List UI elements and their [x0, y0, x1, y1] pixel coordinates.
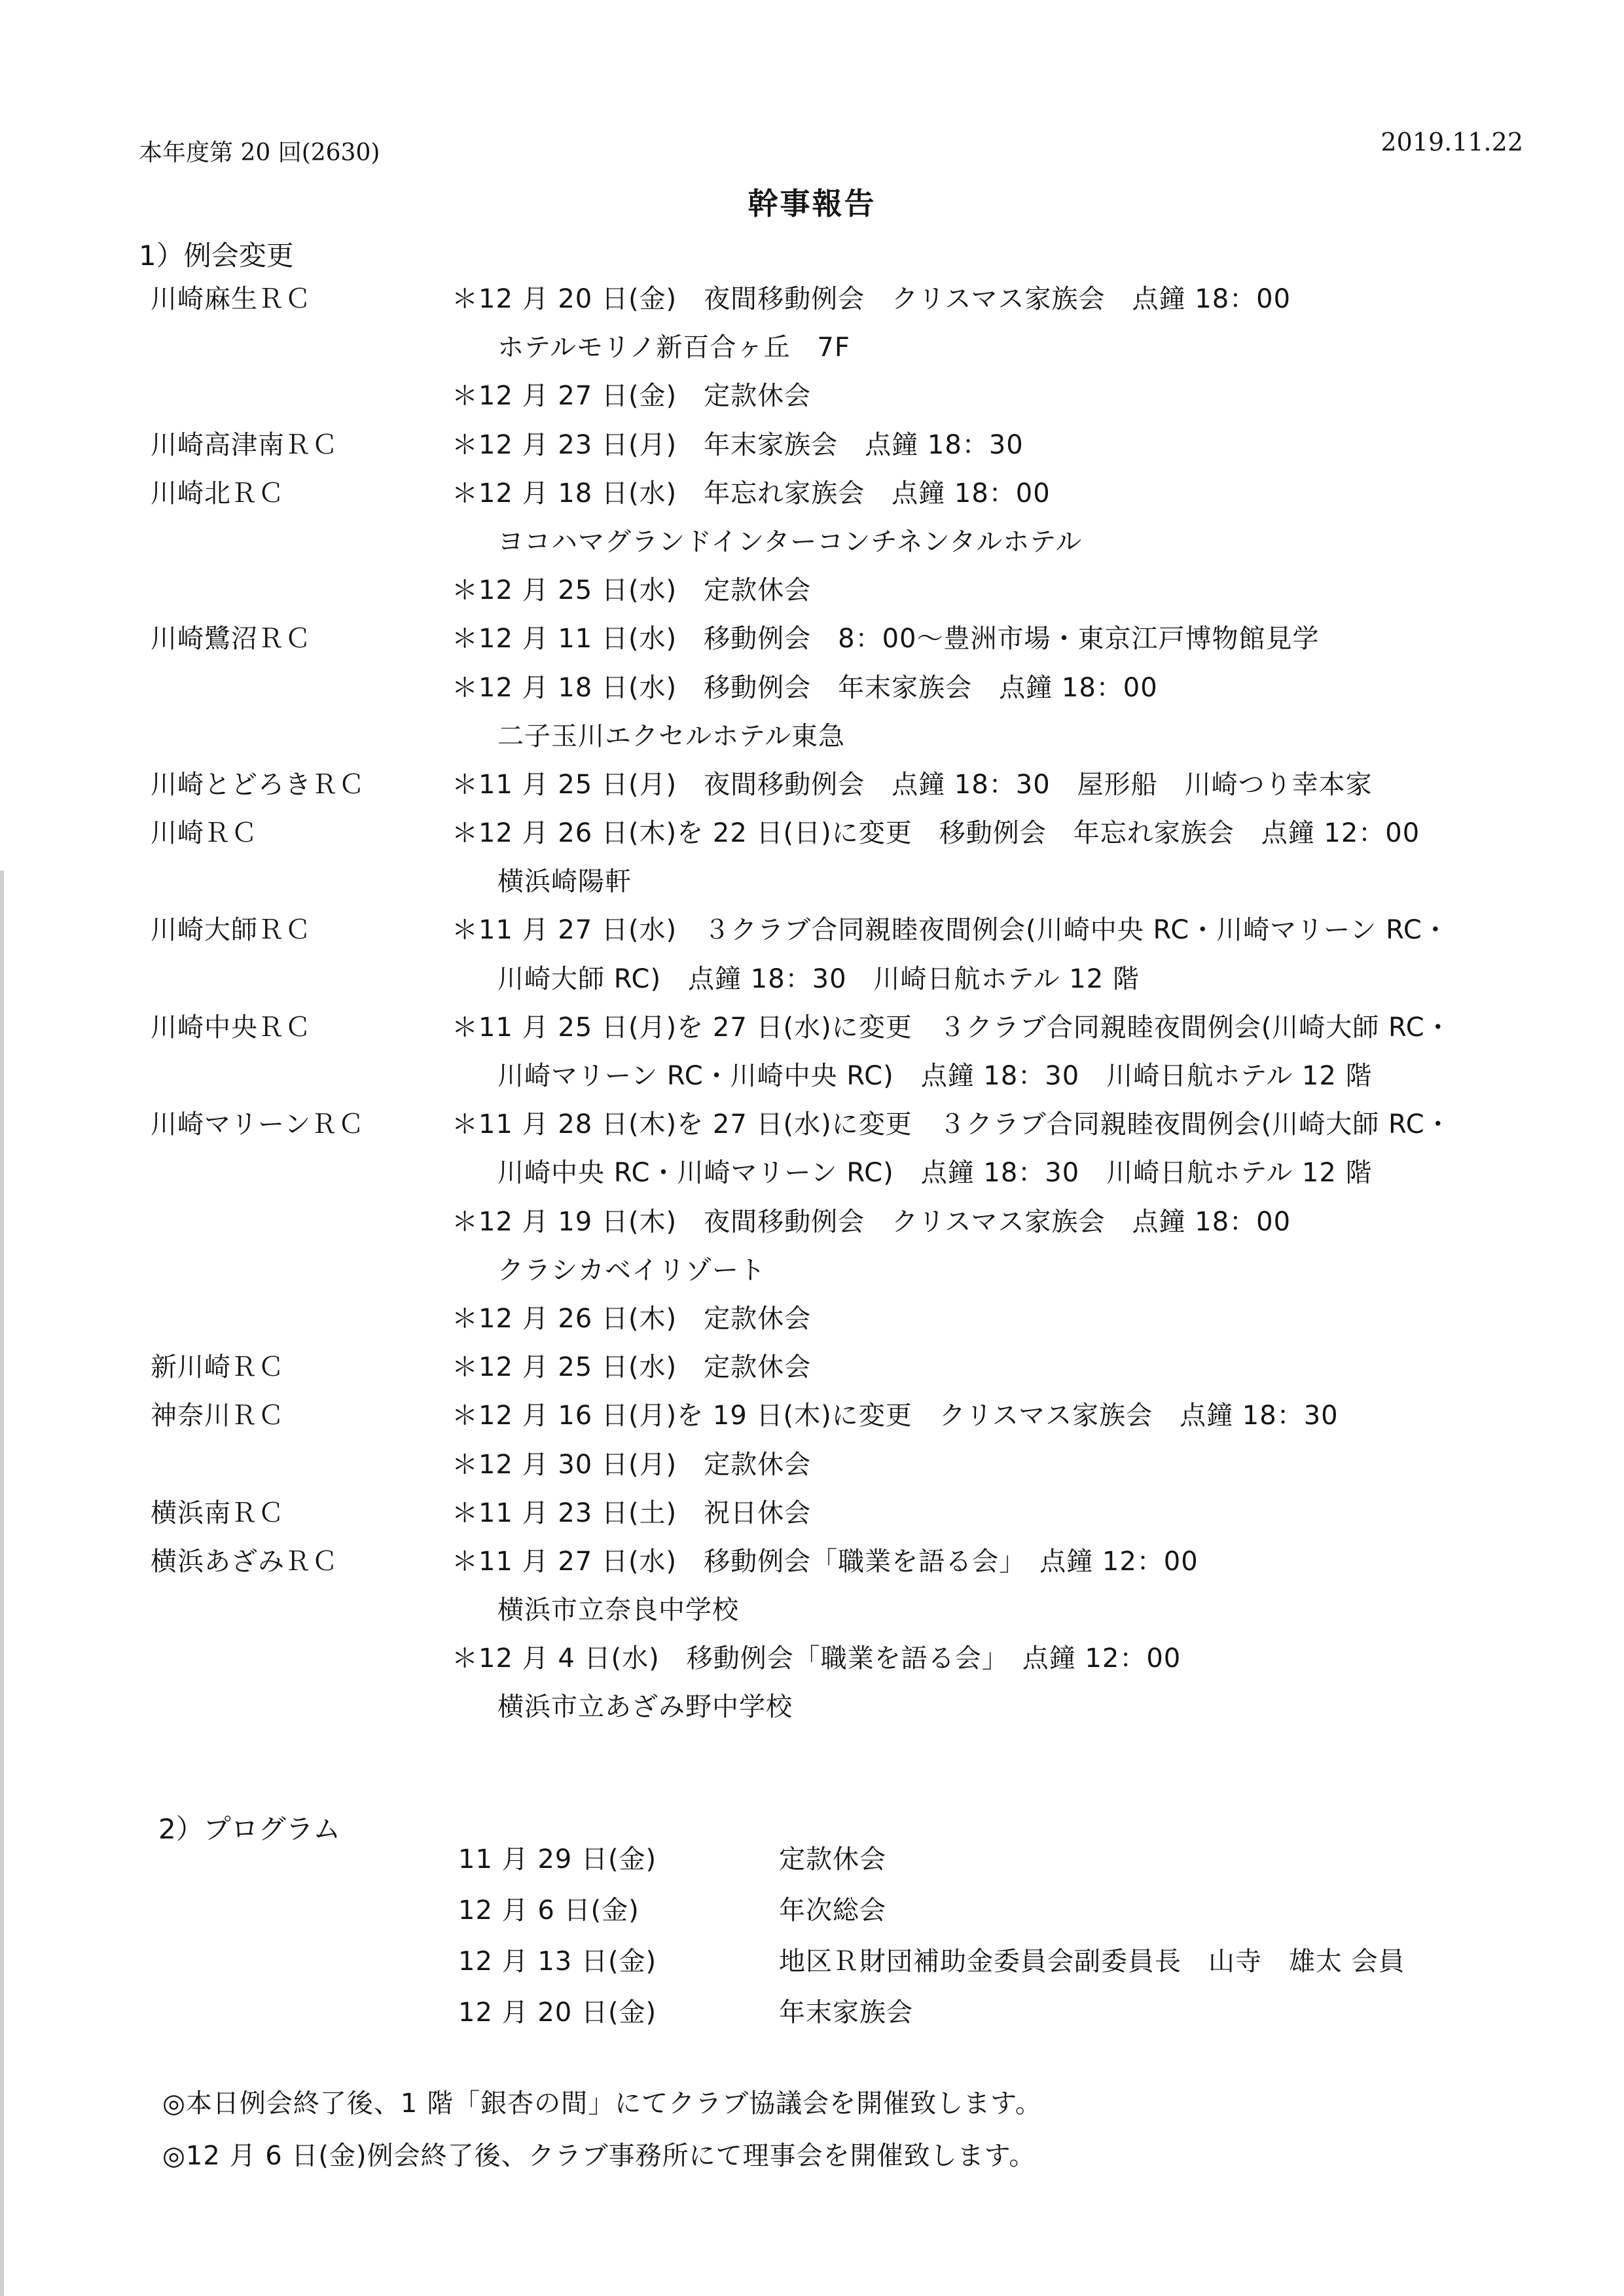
- club-name: 川崎麻生ＲＣ: [151, 284, 312, 314]
- club-name: 川崎とどろきＲＣ: [151, 769, 365, 800]
- change-row: [0, 372, 1624, 420]
- change-detail-continued: ホテルモリノ新百合ヶ丘 7F: [497, 332, 850, 363]
- change-row: [0, 566, 1624, 615]
- change-row: [0, 857, 1624, 906]
- change-detail: ＊12 月 11 日(水) 移動例会 8：00～豊洲市場・東京江戸博物館見学: [452, 624, 1320, 655]
- change-detail: ＊12 月 20 日(金) 夜間移動例会 クリスマス家族会 点鐘 18：00: [452, 284, 1291, 314]
- program-date: 12 月 13 日(金): [458, 1946, 657, 1977]
- program-date: 12 月 6 日(金): [458, 1895, 640, 1926]
- club-name: 川崎中央ＲＣ: [151, 1012, 312, 1043]
- club-name: 川崎北ＲＣ: [151, 478, 285, 509]
- change-row: [0, 906, 1624, 954]
- change-row: [0, 1489, 1624, 1537]
- change-detail-continued: 川崎中央 RC・川崎マリーン RC) 点鐘 18：30 川崎日航ホテル 12 階: [497, 1158, 1373, 1189]
- change-detail: ＊12 月 23 日(月) 年末家族会 点鐘 18：30: [452, 429, 1024, 460]
- change-row: [0, 1683, 1624, 1731]
- club-name: 川崎高津南ＲＣ: [151, 429, 338, 460]
- change-detail: ＊12 月 30 日(月) 定款休会: [452, 1449, 812, 1480]
- change-row: [0, 323, 1624, 372]
- change-row: [0, 615, 1624, 663]
- section-title-program: 2）プログラム: [158, 1813, 341, 1845]
- club-name: 川崎ＲＣ: [151, 818, 258, 849]
- change-detail: ＊11 月 23 日(土) 祝日休会: [452, 1498, 812, 1528]
- change-detail: ＊12 月 18 日(水) 移動例会 年末家族会 点鐘 18：00: [452, 672, 1158, 703]
- change-row: [0, 809, 1624, 857]
- change-row: [0, 421, 1624, 469]
- change-detail-continued: 川崎大師 RC) 点鐘 18：30 川崎日航ホテル 12 階: [497, 963, 1140, 994]
- program-row: [0, 1936, 1624, 1987]
- page-title: 幹事報告: [748, 186, 876, 221]
- change-detail: ＊12 月 27 日(金) 定款休会: [452, 381, 812, 412]
- change-row: [0, 1586, 1624, 1634]
- program-row: [0, 1834, 1624, 1885]
- change-row: [0, 1295, 1624, 1343]
- club-name: 横浜あざみＲＣ: [151, 1546, 338, 1577]
- club-name: 神奈川ＲＣ: [151, 1401, 285, 1431]
- program-event: 年次総会: [779, 1895, 886, 1926]
- change-row: [0, 1634, 1624, 1683]
- change-detail-continued: 横浜市立あざみ野中学校: [497, 1692, 793, 1723]
- notice-club-council: ◎本日例会終了後、1 階「銀杏の間」にてクラブ協議会を開催致します。: [162, 2089, 1042, 2119]
- change-detail: ＊12 月 19 日(木) 夜間移動例会 クリスマス家族会 点鐘 18：00: [452, 1206, 1291, 1237]
- change-detail: ＊12 月 26 日(木) 定款休会: [452, 1303, 812, 1334]
- change-row: [0, 1391, 1624, 1440]
- program-event: 年末家族会: [779, 1998, 913, 2028]
- change-detail: ＊11 月 25 日(月)を 27 日(水)に変更 ３クラブ合同親睦夜間例会(川崎大師 RC・: [452, 1012, 1452, 1043]
- notice-board-meeting: ◎12 月 6 日(金)例会終了後、クラブ事務所にて理事会を開催致します。: [162, 2141, 1036, 2171]
- change-detail: ＊12 月 25 日(水) 定款休会: [452, 1352, 812, 1383]
- change-row: [0, 518, 1624, 566]
- program-row: [0, 1885, 1624, 1936]
- program-date: 11 月 29 日(金): [458, 1844, 657, 1874]
- program-event: 地区Ｒ財団補助金委員会副委員長 山寺 雄太 会員: [779, 1946, 1405, 1977]
- club-name: 新川崎ＲＣ: [151, 1352, 285, 1383]
- change-row: [0, 1149, 1624, 1197]
- change-detail: ＊11 月 27 日(水) ３クラブ合同親睦夜間例会(川崎中央 RC・川崎マリーン RC・: [452, 915, 1449, 946]
- change-detail-continued: クラシカベイリゾート: [497, 1255, 766, 1285]
- section-title-schedule-changes: 1）例会変更: [139, 240, 294, 272]
- change-row: [0, 664, 1624, 712]
- schedule-changes-list: [0, 275, 1624, 1774]
- change-row: [0, 761, 1624, 809]
- change-row: [0, 1003, 1624, 1052]
- change-row: [0, 1441, 1624, 1489]
- club-name: 横浜南ＲＣ: [151, 1498, 285, 1528]
- change-row: [0, 955, 1624, 1003]
- change-row: [0, 1100, 1624, 1149]
- change-row: [0, 469, 1624, 518]
- change-row: [0, 1246, 1624, 1295]
- club-name: 川崎鷺沼ＲＣ: [151, 624, 312, 655]
- program-event: 定款休会: [779, 1844, 886, 1874]
- change-detail-continued: ヨコハマグランドインターコンチネンタルホテル: [497, 526, 1083, 557]
- change-detail-continued: 横浜市立奈良中学校: [497, 1595, 739, 1626]
- change-detail: ＊12 月 18 日(水) 年忘れ家族会 点鐘 18：00: [452, 478, 1051, 509]
- change-detail-continued: 横浜崎陽軒: [497, 867, 632, 897]
- change-row: [0, 1198, 1624, 1246]
- change-row: [0, 712, 1624, 761]
- change-detail: ＊12 月 16 日(月)を 19 日(木)に変更 クリスマス家族会 点鐘 18：30: [452, 1401, 1339, 1431]
- change-detail-continued: 川崎マリーン RC・川崎中央 RC) 点鐘 18：30 川崎日航ホテル 12 階: [497, 1061, 1373, 1091]
- change-row: [0, 1343, 1624, 1391]
- change-detail: ＊11 月 27 日(水) 移動例会「職業を語る会」 点鐘 12：00: [452, 1546, 1199, 1577]
- program-list: [0, 1834, 1624, 2038]
- change-row: [0, 1052, 1624, 1100]
- report-date: 2019.11.22: [1380, 128, 1523, 156]
- change-detail-continued: 二子玉川エクセルホテル東急: [497, 721, 845, 751]
- program-row: [0, 1987, 1624, 2038]
- meeting-number: 本年度第 20 回(2630): [139, 139, 380, 166]
- change-detail: ＊11 月 25 日(月) 夜間移動例会 点鐘 18：30 屋形船 川崎つり幸本家: [452, 769, 1373, 800]
- change-detail: ＊12 月 25 日(水) 定款休会: [452, 575, 812, 606]
- change-row: [0, 1537, 1624, 1586]
- club-name: 川崎大師ＲＣ: [151, 915, 312, 946]
- change-row: [0, 275, 1624, 323]
- change-detail: ＊11 月 28 日(木)を 27 日(水)に変更 ３クラブ合同親睦夜間例会(川崎大師 RC・: [452, 1109, 1452, 1140]
- club-name: 川崎マリーンＲＣ: [151, 1109, 365, 1140]
- change-detail: ＊12 月 26 日(木)を 22 日(日)に変更 移動例会 年忘れ家族会 点鐘 12：00: [452, 818, 1420, 849]
- program-date: 12 月 20 日(金): [458, 1998, 657, 2028]
- change-detail: ＊12 月 4 日(水) 移動例会「職業を語る会」 点鐘 12：00: [452, 1643, 1182, 1674]
